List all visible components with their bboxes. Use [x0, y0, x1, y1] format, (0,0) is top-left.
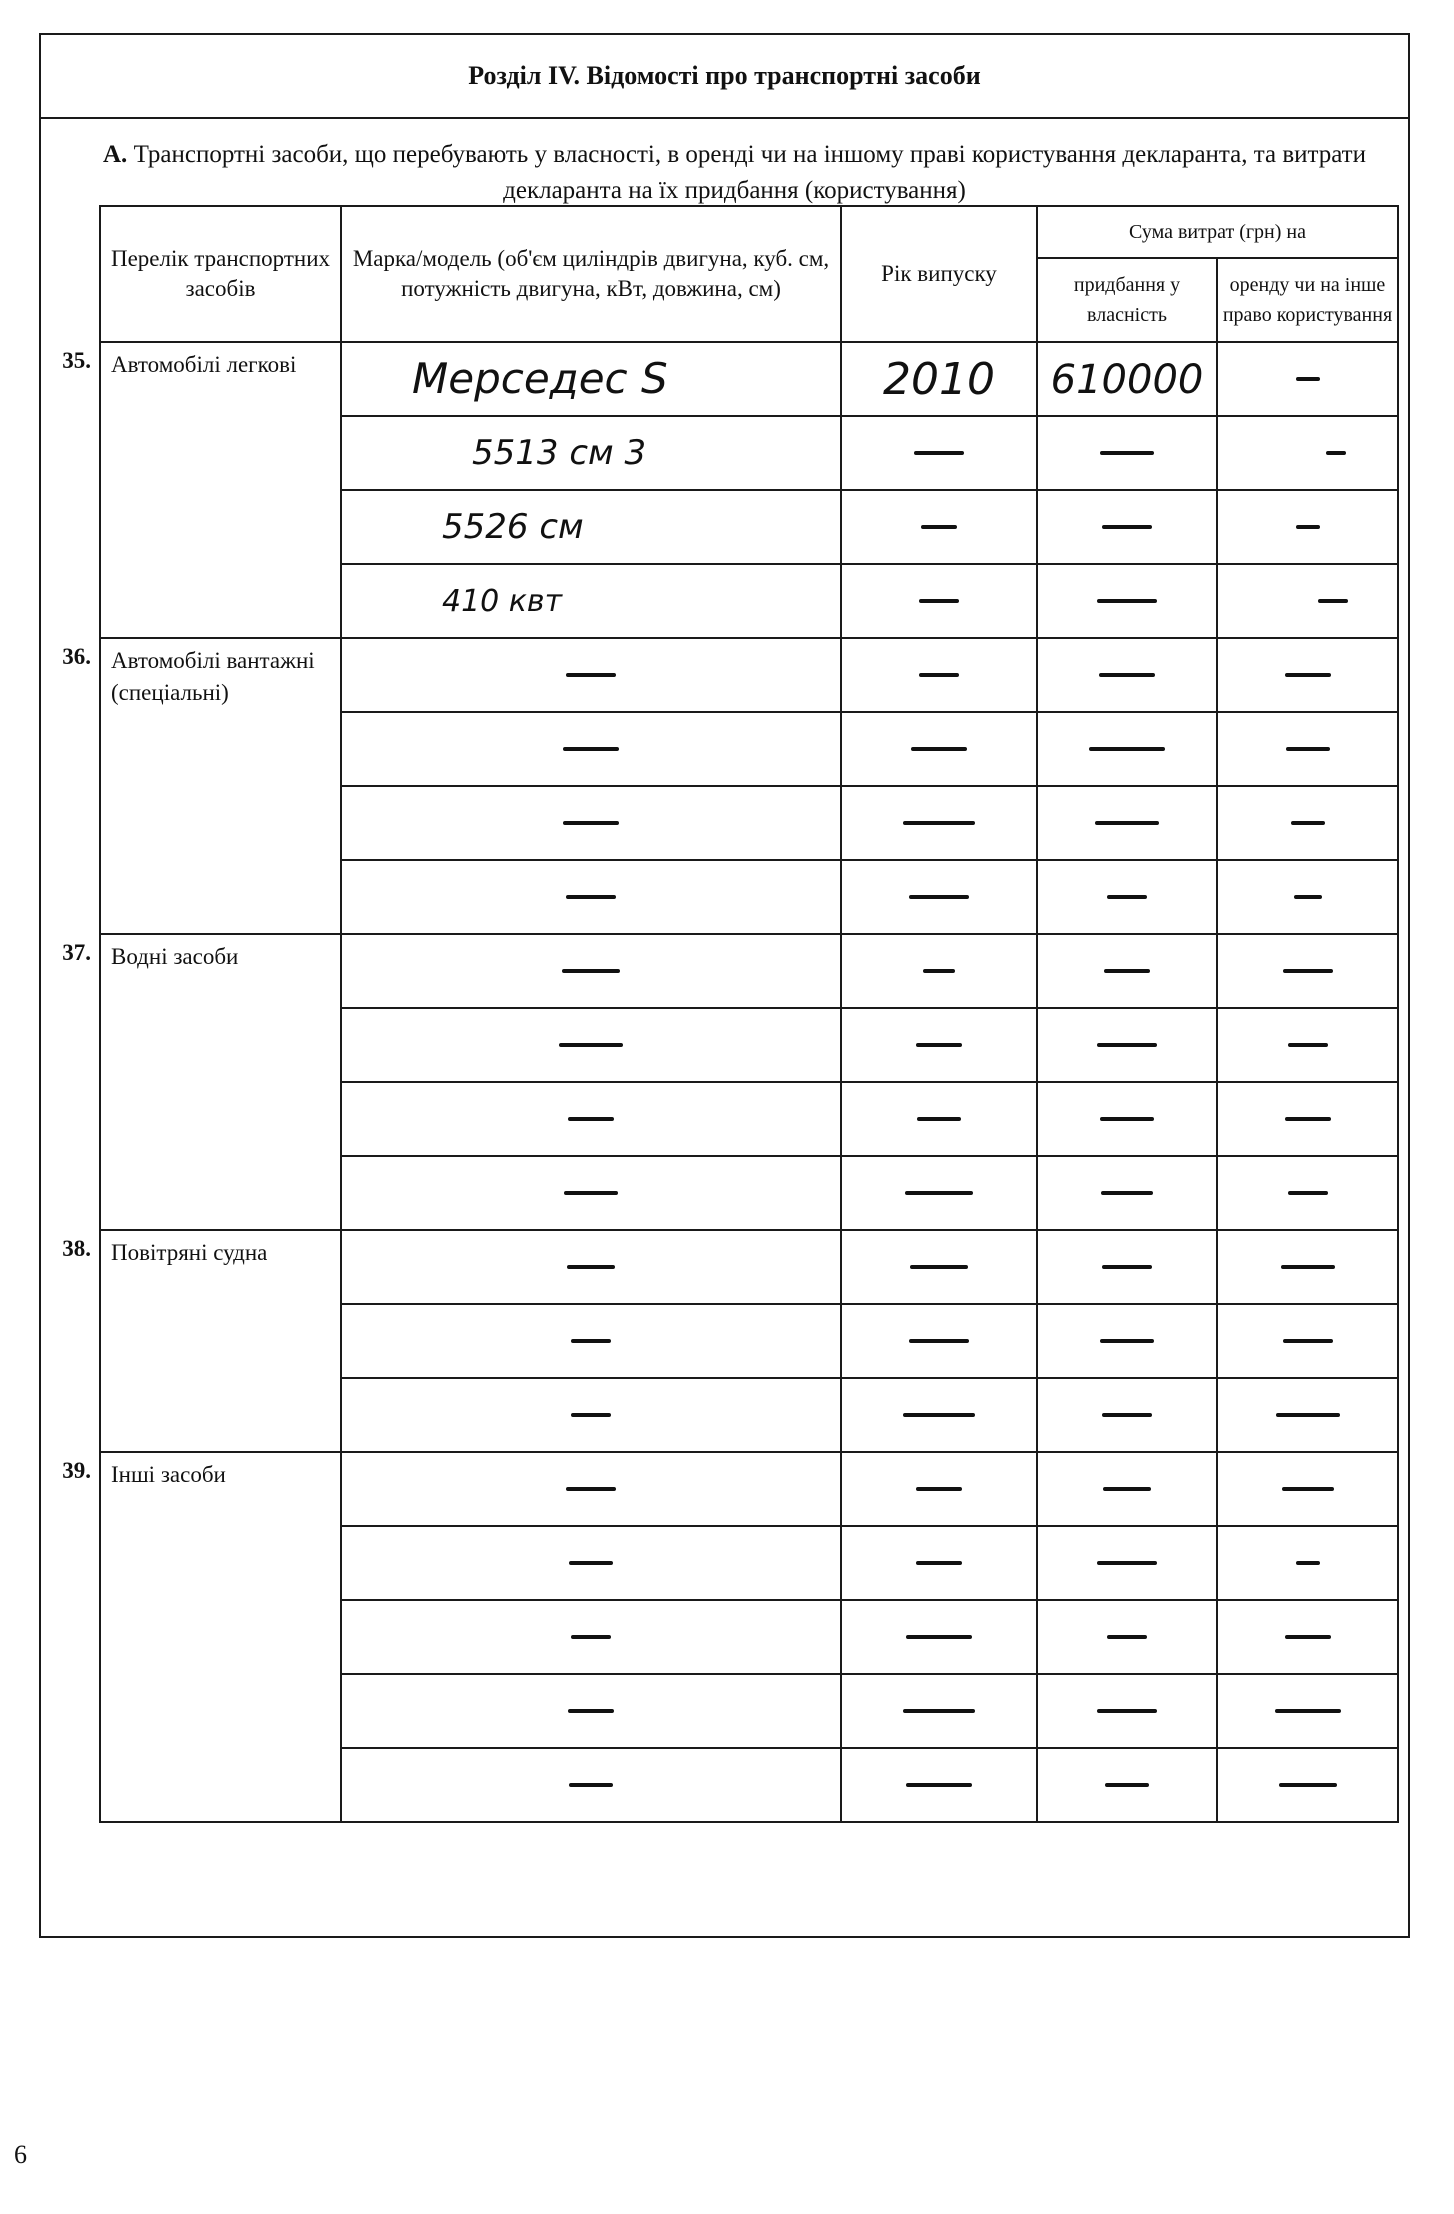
dash-mark	[568, 1709, 614, 1713]
dash-mark	[1100, 1339, 1154, 1343]
model-cell	[341, 1600, 841, 1674]
rent-cell	[1217, 564, 1398, 638]
dash-mark	[1097, 1043, 1157, 1047]
dash-mark	[566, 895, 616, 899]
dash-mark	[919, 599, 959, 603]
dash-mark	[911, 747, 967, 751]
rent-cell	[1217, 1230, 1398, 1304]
page-number: 6	[14, 2140, 27, 2169]
year-cell	[841, 564, 1037, 638]
purchase-cell	[1037, 1452, 1217, 1526]
purchase-cell	[1037, 786, 1217, 860]
table-row	[58, 934, 1398, 1008]
dash-mark	[1283, 1339, 1333, 1343]
rent-cell	[1217, 1452, 1398, 1526]
dash-mark	[1089, 747, 1165, 751]
year-cell	[841, 1230, 1037, 1304]
purchase-cell	[1037, 416, 1217, 490]
dash-mark	[909, 1339, 969, 1343]
year-cell	[841, 934, 1037, 1008]
purchase-cell	[1037, 1378, 1217, 1452]
year-cell	[841, 1600, 1037, 1674]
year-cell	[841, 786, 1037, 860]
model-cell	[341, 1156, 841, 1230]
dash-mark	[1288, 1043, 1328, 1047]
dash-mark	[905, 1191, 973, 1195]
model-cell	[341, 1008, 841, 1082]
dash-mark	[1296, 377, 1320, 381]
dash-mark	[1097, 1709, 1157, 1713]
model-cell	[341, 1674, 841, 1748]
dash-mark	[923, 969, 955, 973]
dash-mark	[919, 673, 959, 677]
year-cell	[841, 1674, 1037, 1748]
dash-mark	[1286, 747, 1330, 751]
table-row	[58, 1230, 1398, 1304]
dash-mark	[917, 1117, 961, 1121]
dash-mark	[562, 969, 620, 973]
rent-cell	[1217, 1156, 1398, 1230]
dash-mark	[569, 1561, 613, 1565]
category-label: Повітряні судна	[100, 1230, 341, 1452]
dash-mark	[1107, 1635, 1147, 1639]
header-year: Рік випуску	[841, 206, 1037, 342]
row-number: 38.	[58, 1230, 100, 1452]
purchase-cell	[1037, 1600, 1217, 1674]
purchase-cell	[1037, 638, 1217, 712]
purchase-cell	[1037, 712, 1217, 786]
dash-mark	[1285, 1117, 1331, 1121]
category-label: Автомобілі легкові	[100, 342, 341, 638]
purchase-cell	[1037, 934, 1217, 1008]
vehicles-table	[58, 205, 1399, 1823]
table-row	[58, 638, 1398, 712]
dash-mark	[1281, 1265, 1335, 1269]
dash-mark	[916, 1043, 962, 1047]
subsection-heading	[101, 137, 1368, 209]
model-cell	[341, 712, 841, 786]
dash-mark	[569, 1783, 613, 1787]
rent-cell	[1217, 1674, 1398, 1748]
purchase-cell	[1037, 1304, 1217, 1378]
year-cell	[841, 1378, 1037, 1452]
rent-cell	[1217, 1008, 1398, 1082]
dash-mark	[1326, 451, 1346, 455]
rent-cell	[1217, 490, 1398, 564]
dash-mark	[1101, 1191, 1153, 1195]
section-title: Розділ IV. Відомості про транспортні засоби	[41, 35, 1408, 119]
rent-cell	[1217, 934, 1398, 1008]
year-cell	[841, 1008, 1037, 1082]
header-rent: оренду чи на інше право користування	[1217, 258, 1398, 342]
dash-mark	[1276, 1413, 1340, 1417]
year-cell	[841, 1156, 1037, 1230]
year-cell	[841, 1304, 1037, 1378]
rent-cell	[1217, 1526, 1398, 1600]
handwritten-length: 5526 см	[442, 507, 584, 547]
dash-mark	[906, 1783, 972, 1787]
dash-mark	[1097, 599, 1157, 603]
year-cell	[841, 712, 1037, 786]
dash-mark	[571, 1339, 611, 1343]
dash-mark	[1294, 895, 1322, 899]
dash-mark	[1100, 451, 1154, 455]
purchase-cell	[1037, 1526, 1217, 1600]
purchase-cell	[1037, 1008, 1217, 1082]
rent-cell	[1217, 416, 1398, 490]
header-list: Перелік транспортних засобів	[100, 206, 341, 342]
dash-mark	[916, 1487, 962, 1491]
dash-mark	[1291, 821, 1325, 825]
subsection-text: Транспортні засоби, що перебувають у власності, в оренді чи на іншому праві користування декларанта, та витрати декларанта на їх придбання (користування)	[133, 141, 1366, 204]
header-model: Марка/модель (об'єм циліндрів двигуна, куб. см, потужність двигуна, кВт, довжина, см)	[341, 206, 841, 342]
category-label: Автомобілі вантажні (спеціальні)	[100, 638, 341, 934]
handwritten-year: 2010	[883, 353, 995, 405]
dash-mark	[1100, 1117, 1154, 1121]
dash-mark	[1282, 1487, 1334, 1491]
dash-mark	[1296, 525, 1320, 529]
dash-mark	[1097, 1561, 1157, 1565]
purchase-cell	[1037, 1082, 1217, 1156]
model-cell	[341, 638, 841, 712]
category-label: Водні засоби	[100, 934, 341, 1230]
category-label: Інші засоби	[100, 1452, 341, 1822]
handwritten-power: 410 квт	[442, 583, 563, 619]
row-number: 36.	[58, 638, 100, 934]
model-cell	[341, 342, 841, 416]
model-cell	[341, 1526, 841, 1600]
dash-mark	[906, 1635, 972, 1639]
header-purchase: придбання у власність	[1037, 258, 1217, 342]
year-cell	[841, 416, 1037, 490]
rent-cell	[1217, 860, 1398, 934]
dash-mark	[1296, 1561, 1320, 1565]
dash-mark	[1102, 1413, 1152, 1417]
model-cell	[341, 1082, 841, 1156]
year-cell	[841, 1082, 1037, 1156]
dash-mark	[568, 1117, 614, 1121]
dash-mark	[1095, 821, 1159, 825]
dash-mark	[564, 1191, 618, 1195]
rent-cell	[1217, 1082, 1398, 1156]
dash-mark	[1099, 673, 1155, 677]
year-cell	[841, 490, 1037, 564]
rent-cell	[1217, 1304, 1398, 1378]
handwritten-model: Мерседес S	[412, 354, 668, 403]
dash-mark	[1102, 1265, 1152, 1269]
dash-mark	[914, 451, 964, 455]
year-cell	[841, 1526, 1037, 1600]
dash-mark	[566, 1487, 616, 1491]
dash-mark	[566, 673, 616, 677]
dash-mark	[563, 747, 619, 751]
dash-mark	[1318, 599, 1348, 603]
table-row	[58, 1452, 1398, 1526]
dash-mark	[1104, 969, 1150, 973]
purchase-cell	[1037, 1748, 1217, 1822]
year-cell	[841, 638, 1037, 712]
model-cell	[341, 1378, 841, 1452]
purchase-cell	[1037, 1156, 1217, 1230]
purchase-cell	[1037, 1674, 1217, 1748]
rent-cell	[1217, 342, 1398, 416]
handwritten-volume: 5513 см 3	[472, 433, 647, 473]
model-cell	[341, 1748, 841, 1822]
dash-mark	[903, 821, 975, 825]
model-cell	[341, 490, 841, 564]
dash-mark	[571, 1413, 611, 1417]
dash-mark	[1285, 1635, 1331, 1639]
dash-mark	[563, 821, 619, 825]
dash-mark	[921, 525, 957, 529]
dash-mark	[567, 1265, 615, 1269]
purchase-cell	[1037, 564, 1217, 638]
dash-mark	[1279, 1783, 1337, 1787]
dash-mark	[1105, 1783, 1149, 1787]
model-cell	[341, 564, 841, 638]
model-cell	[341, 1304, 841, 1378]
model-cell	[341, 860, 841, 934]
dash-mark	[1107, 895, 1147, 899]
dash-mark	[1285, 673, 1331, 677]
header-expenses: Сума витрат (грн) на	[1037, 206, 1398, 258]
model-cell	[341, 1452, 841, 1526]
subsection-letter: А.	[103, 141, 128, 168]
rent-cell	[1217, 1600, 1398, 1674]
dash-mark	[571, 1635, 611, 1639]
rent-cell	[1217, 1748, 1398, 1822]
dash-mark	[909, 895, 969, 899]
year-cell	[841, 1452, 1037, 1526]
purchase-cell	[1037, 490, 1217, 564]
dash-mark	[1103, 1487, 1151, 1491]
model-cell	[341, 1230, 841, 1304]
year-cell	[841, 1748, 1037, 1822]
dash-mark	[559, 1043, 623, 1047]
dash-mark	[916, 1561, 962, 1565]
dash-mark	[910, 1265, 968, 1269]
rent-cell	[1217, 1378, 1398, 1452]
model-cell	[341, 934, 841, 1008]
rent-cell	[1217, 712, 1398, 786]
dash-mark	[1102, 525, 1152, 529]
dash-mark	[1275, 1709, 1341, 1713]
purchase-cell	[1037, 1230, 1217, 1304]
dash-mark	[903, 1709, 975, 1713]
purchase-cell	[1037, 342, 1217, 416]
row-number: 35.	[58, 342, 100, 638]
rent-cell	[1217, 638, 1398, 712]
year-cell	[841, 860, 1037, 934]
dash-mark	[903, 1413, 975, 1417]
handwritten-purchase: 610000	[1050, 356, 1204, 403]
rent-cell	[1217, 786, 1398, 860]
model-cell	[341, 786, 841, 860]
year-cell	[841, 342, 1037, 416]
dash-mark	[1283, 969, 1333, 973]
model-cell	[341, 416, 841, 490]
row-number: 37.	[58, 934, 100, 1230]
row-number: 39.	[58, 1452, 100, 1822]
dash-mark	[1288, 1191, 1328, 1195]
table-row	[58, 342, 1398, 416]
purchase-cell	[1037, 860, 1217, 934]
